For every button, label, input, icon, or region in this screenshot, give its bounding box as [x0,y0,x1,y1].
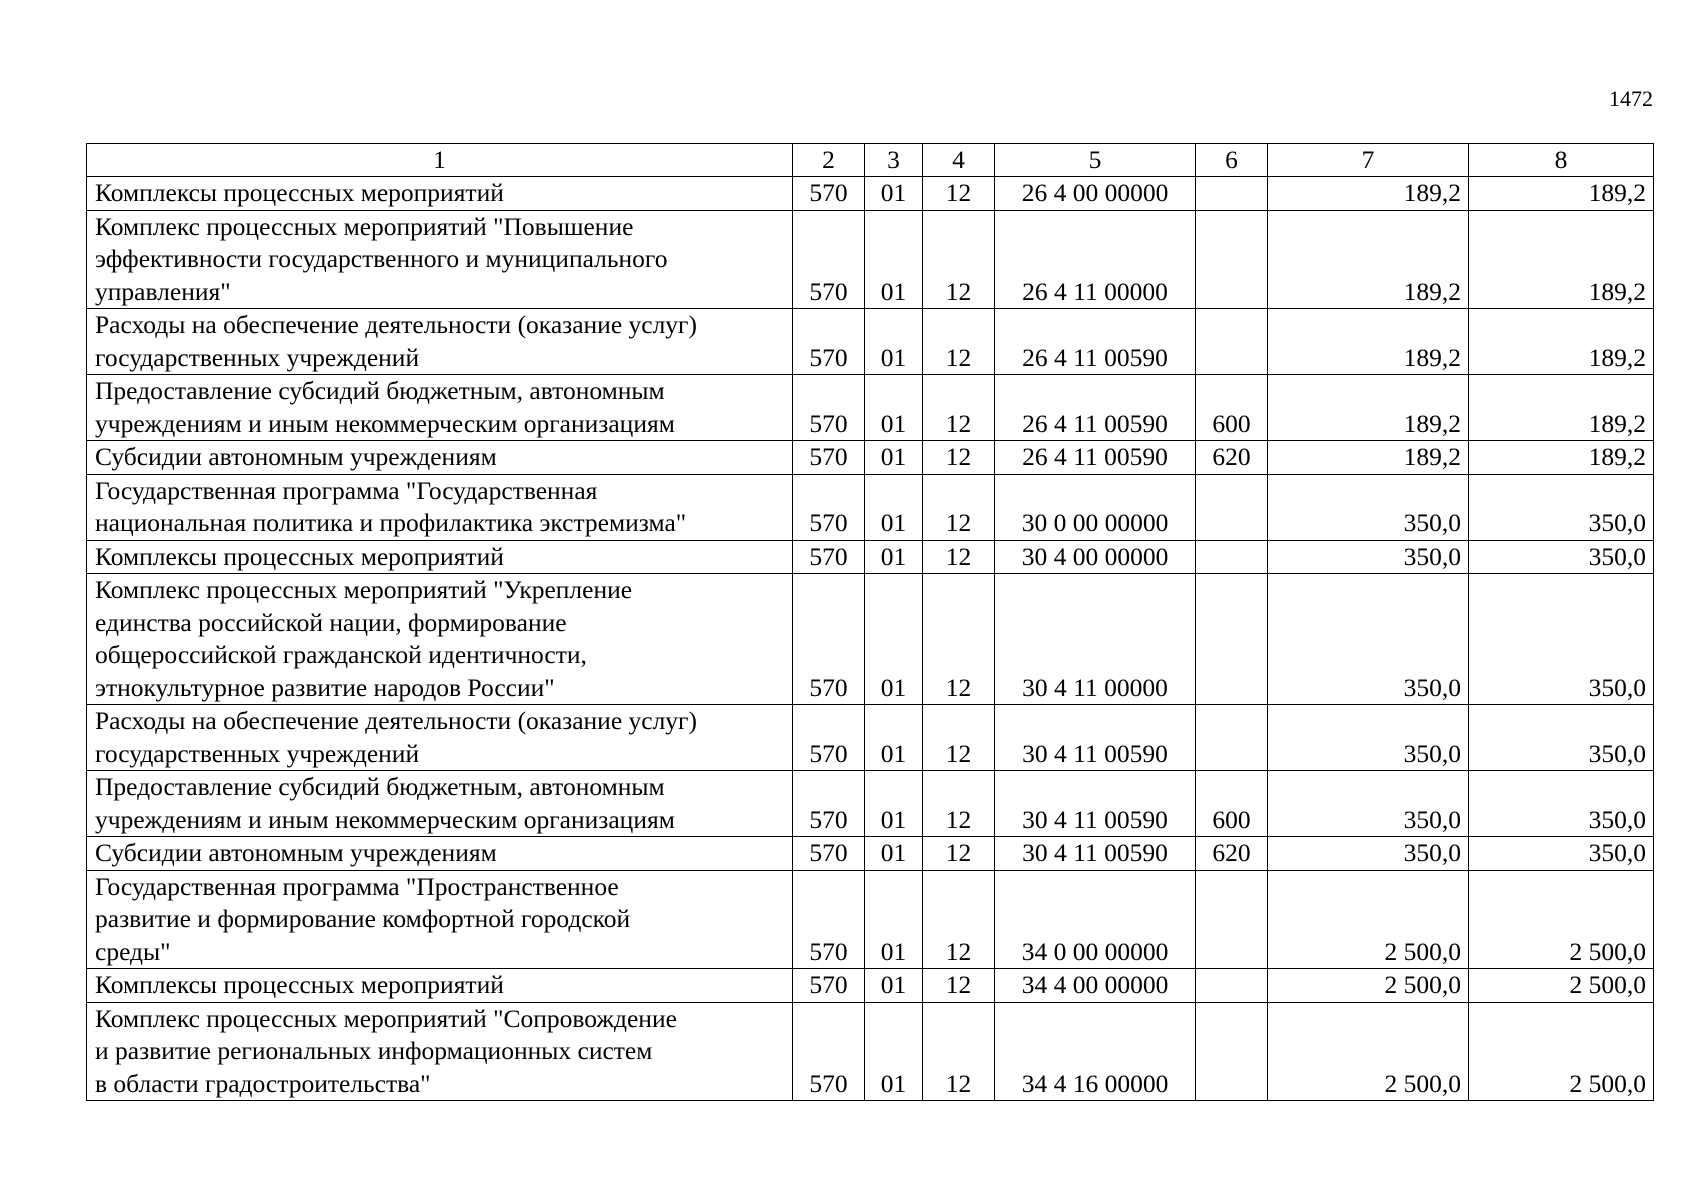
cell-amount-year-1: 350,0 [1268,705,1469,771]
cell-ministry-code: 570 [793,837,865,871]
table-row [87,705,1654,771]
table-row [87,574,1654,705]
cell-section: 01 [865,870,923,969]
cell-expense-type [1196,474,1268,540]
cell-subsection: 12 [923,837,995,871]
cell-amount-year-1: 189,2 [1268,210,1469,309]
cell-expense-type [1196,309,1268,375]
cell-name [87,540,793,574]
cell-section: 01 [865,969,923,1003]
table-header-row [87,144,1654,177]
cell-section: 01 [865,705,923,771]
cell-ministry-code: 570 [793,870,865,969]
cell-name-line: эффективности государственного и муниципального [95,244,668,273]
cell-amount-year-2: 189,2 [1469,309,1654,375]
cell-section: 01 [865,375,923,441]
cell-expense-type [1196,177,1268,211]
cell-amount-year-2: 189,2 [1469,375,1654,441]
budget-table [86,143,1654,1101]
cell-expense-type [1196,969,1268,1003]
cell-name-line: Расходы на обеспечение деятельности (оказание услуг) [95,706,698,735]
cell-section: 01 [865,177,923,211]
cell-section: 01 [865,837,923,871]
cell-name-line: Расходы на обеспечение деятельности (оказание услуг) [95,310,698,339]
cell-name [87,177,793,211]
cell-expense-type [1196,870,1268,969]
cell-amount-year-1: 350,0 [1268,771,1469,837]
cell-section: 01 [865,210,923,309]
cell-amount-year-1: 2 500,0 [1268,870,1469,969]
cell-subsection: 12 [923,771,995,837]
cell-name-line: учреждениям и иным некоммерческим организациям [95,408,675,438]
cell-ministry-code: 570 [793,177,865,211]
cell-name-line: Предоставление субсидий бюджетным, автономным [95,376,665,405]
cell-target-article: 34 4 16 00000 [995,1002,1196,1101]
column-header: 2 [793,144,865,177]
cell-section: 01 [865,309,923,375]
column-header: 3 [865,144,923,177]
cell-name-line: Государственная программа "Государственная [95,475,598,505]
cell-name [87,771,793,837]
cell-name-line: Комплекс процессных мероприятий "Сопровождение [95,1003,677,1033]
cell-ministry-code: 570 [793,375,865,441]
cell-amount-year-2: 2 500,0 [1469,969,1654,1003]
cell-amount-year-1: 350,0 [1268,837,1469,871]
cell-subsection: 12 [923,1002,995,1101]
cell-amount-year-1: 189,2 [1268,375,1469,441]
cell-target-article: 26 4 11 00000 [995,210,1196,309]
cell-section: 01 [865,1002,923,1101]
cell-section: 01 [865,771,923,837]
cell-section: 01 [865,441,923,475]
column-header: 8 [1469,144,1654,177]
cell-expense-type: 620 [1196,837,1268,871]
cell-name-line: Комплексы процессных мероприятий [95,541,504,571]
cell-name-line: Комплекс процессных мероприятий "Укрепление [95,575,633,604]
cell-name-line: государственных учреждений [95,738,420,768]
cell-subsection: 12 [923,540,995,574]
cell-ministry-code: 570 [793,540,865,574]
cell-name-line: единства российской нации, формирование [95,607,567,637]
cell-amount-year-1: 2 500,0 [1268,1002,1469,1101]
cell-name-line: Субсидии автономным учреждениям [95,442,497,471]
cell-subsection: 12 [923,474,995,540]
cell-name-line: учреждениям и иным некоммерческим организациям [95,804,675,834]
cell-name [87,441,793,475]
cell-target-article: 30 4 11 00590 [995,705,1196,771]
cell-name-line: этнокультурное развитие народов России" [95,672,555,702]
cell-subsection: 12 [923,705,995,771]
cell-name-line: национальная политика и профилактика экстремизма" [95,508,687,537]
cell-name [87,969,793,1003]
column-header: 4 [923,144,995,177]
cell-target-article: 30 4 11 00000 [995,574,1196,705]
cell-expense-type: 620 [1196,441,1268,475]
column-header: 7 [1268,144,1469,177]
table-row [87,441,1654,475]
cell-expense-type [1196,574,1268,705]
cell-amount-year-1: 189,2 [1268,309,1469,375]
cell-name [87,309,793,375]
cell-name-line: общероссийской гражданской идентичности, [95,640,587,669]
cell-subsection: 12 [923,309,995,375]
cell-amount-year-1: 350,0 [1268,574,1469,705]
cell-expense-type: 600 [1196,375,1268,441]
cell-amount-year-2: 350,0 [1469,705,1654,771]
cell-expense-type [1196,540,1268,574]
cell-name-line: Комплексы процессных мероприятий [95,178,504,207]
cell-name-line: и развитие региональных информационных систем [95,1036,653,1065]
cell-expense-type: 600 [1196,771,1268,837]
cell-name-line: развитие и формирование комфортной городской [95,904,631,933]
cell-amount-year-2: 350,0 [1469,540,1654,574]
cell-amount-year-2: 350,0 [1469,474,1654,540]
cell-amount-year-1: 350,0 [1268,474,1469,540]
cell-section: 01 [865,474,923,540]
cell-amount-year-2: 2 500,0 [1469,870,1654,969]
cell-target-article: 26 4 11 00590 [995,309,1196,375]
table-row [87,177,1654,211]
cell-target-article: 26 4 11 00590 [995,375,1196,441]
cell-subsection: 12 [923,870,995,969]
cell-amount-year-1: 2 500,0 [1268,969,1469,1003]
cell-ministry-code: 570 [793,574,865,705]
cell-amount-year-2: 350,0 [1469,837,1654,871]
cell-name-line: Предоставление субсидий бюджетным, автономным [95,772,665,801]
cell-target-article: 34 4 00 00000 [995,969,1196,1003]
cell-target-article: 26 4 11 00590 [995,441,1196,475]
cell-name-line: государственных учреждений [95,342,420,372]
cell-name [87,474,793,540]
cell-ministry-code: 570 [793,441,865,475]
column-header: 1 [87,144,793,177]
cell-subsection: 12 [923,574,995,705]
cell-amount-year-2: 350,0 [1469,771,1654,837]
table-row [87,309,1654,375]
cell-amount-year-1: 189,2 [1268,177,1469,211]
cell-ministry-code: 570 [793,705,865,771]
cell-name [87,1002,793,1101]
table-row [87,771,1654,837]
cell-amount-year-2: 189,2 [1469,210,1654,309]
cell-target-article: 30 4 00 00000 [995,540,1196,574]
cell-target-article: 30 0 00 00000 [995,474,1196,540]
cell-ministry-code: 570 [793,771,865,837]
cell-name [87,870,793,969]
cell-ministry-code: 570 [793,1002,865,1101]
cell-subsection: 12 [923,210,995,309]
cell-amount-year-1: 350,0 [1268,540,1469,574]
cell-section: 01 [865,540,923,574]
table-row [87,540,1654,574]
cell-target-article: 26 4 00 00000 [995,177,1196,211]
cell-amount-year-2: 2 500,0 [1469,1002,1654,1101]
cell-name-line: Комплексы процессных мероприятий [95,970,504,999]
cell-expense-type [1196,210,1268,309]
cell-name [87,837,793,871]
cell-amount-year-1: 189,2 [1268,441,1469,475]
cell-name-line: в области градостроительства" [95,1068,431,1098]
cell-name-line: Комплекс процессных мероприятий "Повышение [95,211,634,241]
table-row [87,837,1654,871]
table-row [87,1002,1654,1101]
cell-ministry-code: 570 [793,474,865,540]
cell-amount-year-2: 350,0 [1469,574,1654,705]
cell-ministry-code: 570 [793,210,865,309]
cell-subsection: 12 [923,177,995,211]
cell-subsection: 12 [923,375,995,441]
table-row [87,870,1654,969]
cell-amount-year-2: 189,2 [1469,441,1654,475]
column-header: 6 [1196,144,1268,177]
table-row [87,375,1654,441]
cell-name-line: Субсидии автономным учреждениям [95,838,497,867]
cell-target-article: 30 4 11 00590 [995,771,1196,837]
cell-section: 01 [865,574,923,705]
cell-ministry-code: 570 [793,309,865,375]
cell-name [87,705,793,771]
cell-amount-year-2: 189,2 [1469,177,1654,211]
table-row [87,210,1654,309]
cell-target-article: 30 4 11 00590 [995,837,1196,871]
cell-name-line: управления" [95,276,231,306]
column-header: 5 [995,144,1196,177]
page-number: 1472 [1609,86,1653,111]
cell-name [87,210,793,309]
cell-name [87,574,793,705]
cell-ministry-code: 570 [793,969,865,1003]
cell-subsection: 12 [923,441,995,475]
cell-name-line: среды" [95,936,171,966]
cell-target-article: 34 0 00 00000 [995,870,1196,969]
table-row [87,969,1654,1003]
cell-expense-type [1196,705,1268,771]
cell-expense-type [1196,1002,1268,1101]
table-row [87,474,1654,540]
cell-name [87,375,793,441]
cell-name-line: Государственная программа "Пространственное [95,871,619,901]
cell-subsection: 12 [923,969,995,1003]
